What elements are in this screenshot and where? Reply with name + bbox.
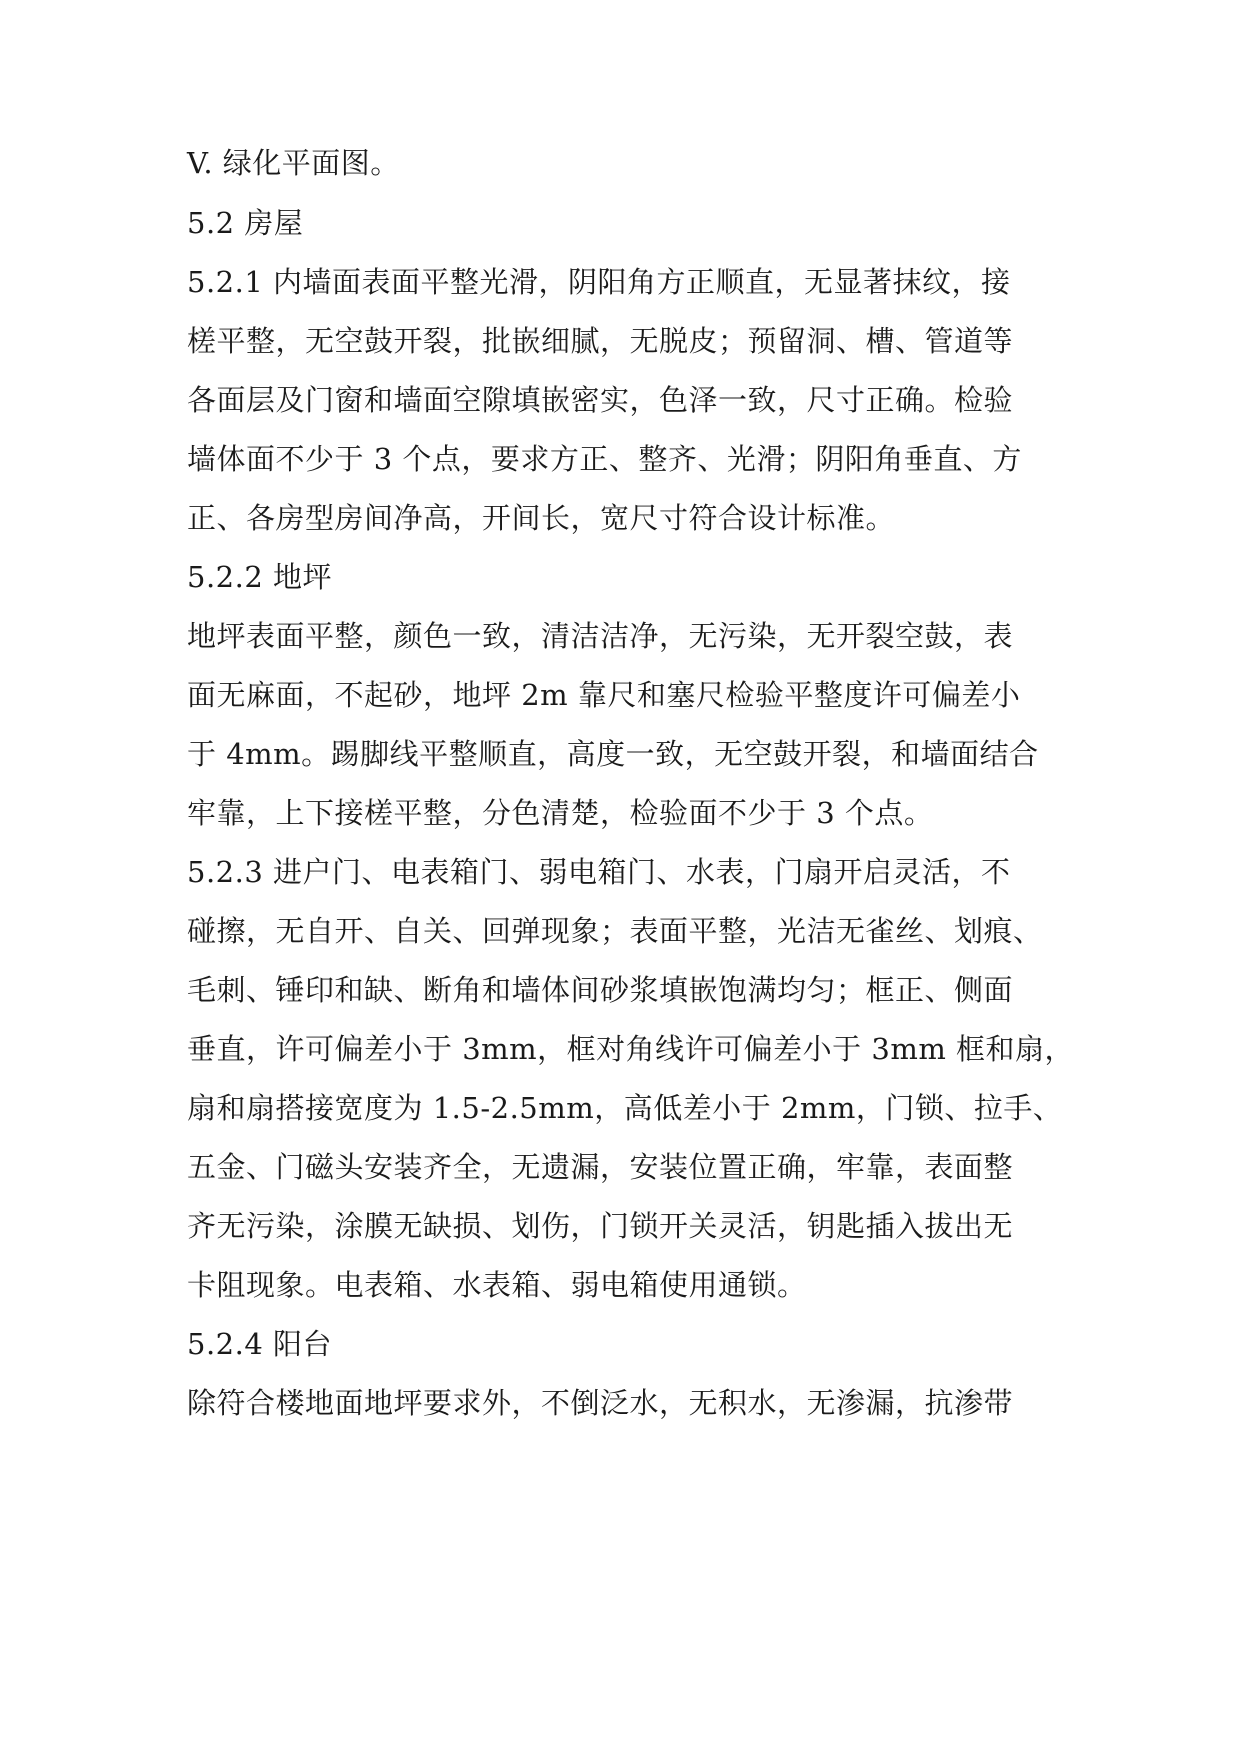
paragraph-5-2-3-line-8: 卡阻现象。电表箱、水表箱、弱电箱使用通锁。 [187, 1268, 807, 1302]
paragraph-5-2-1-line-3: 各面层及门窗和墙面空隙填嵌密实，色泽一致，尺寸正确。检验 [187, 383, 1014, 417]
section-heading-5-2-4: 5.2.4 阳台 [187, 1327, 333, 1361]
paragraph-5-2-1-line-2: 槎平整，无空鼓开裂，批嵌细腻，无脱皮；预留洞、槽、管道等 [187, 324, 1014, 358]
paragraph-5-2-3-line-6: 五金、门磁头安装齐全，无遗漏，安装位置正确，牢靠，表面整 [187, 1150, 1014, 1184]
paragraph-5-2-1-line-5: 正、各房型房间净高，开间长，宽尺寸符合设计标准。 [187, 501, 896, 535]
paragraph-5-2-2-line-2: 面无麻面，不起砂，地坪 2m 靠尺和塞尺检验平整度许可偏差小 [187, 678, 1021, 712]
list-item-greening-plan: V. 绿化平面图。 [187, 146, 400, 180]
paragraph-5-2-2-line-1: 地坪表面平整，颜色一致，清洁洁净，无污染，无开裂空鼓，表 [187, 619, 1014, 653]
paragraph-5-2-3-line-5: 扇和扇搭接宽度为 1.5-2.5mm，高低差小于 2mm，门锁、拉手、 [187, 1091, 1063, 1125]
section-heading-5-2: 5.2 房屋 [187, 206, 304, 240]
paragraph-5-2-2-line-4: 牢靠，上下接槎平整，分色清楚，检验面不少于 3 个点。 [187, 796, 934, 830]
paragraph-5-2-3-line-3: 毛刺、锤印和缺、断角和墙体间砂浆填嵌饱满均匀；框正、侧面 [187, 973, 1014, 1007]
section-heading-5-2-2: 5.2.2 地坪 [187, 560, 333, 594]
paragraph-5-2-4-line-1: 除符合楼地面地坪要求外，不倒泛水，无积水，无渗漏，抗渗带 [187, 1386, 1014, 1420]
paragraph-5-2-1-line-1: 5.2.1 内墙面表面平整光滑，阴阳角方正顺直，无显著抹纹，接 [187, 265, 1011, 299]
paragraph-5-2-3-line-2: 碰擦，无自开、自关、回弹现象；表面平整，光洁无雀丝、划痕、 [187, 914, 1043, 948]
paragraph-5-2-1-line-4: 墙体面不少于 3 个点，要求方正、整齐、光滑；阴阳角垂直、方 [187, 442, 1022, 476]
paragraph-5-2-2-line-3: 于 4mm。踢脚线平整顺直，高度一致，无空鼓开裂，和墙面结合 [187, 737, 1039, 771]
paragraph-5-2-3-line-4: 垂直，许可偏差小于 3mm，框对角线许可偏差小于 3mm 框和扇， [187, 1032, 1075, 1066]
paragraph-5-2-3-line-1: 5.2.3 进户门、电表箱门、弱电箱门、水表，门扇开启灵活，不 [187, 855, 1011, 889]
paragraph-5-2-3-line-7: 齐无污染，涂膜无缺损、划伤，门锁开关灵活，钥匙插入拔出无 [187, 1209, 1014, 1243]
